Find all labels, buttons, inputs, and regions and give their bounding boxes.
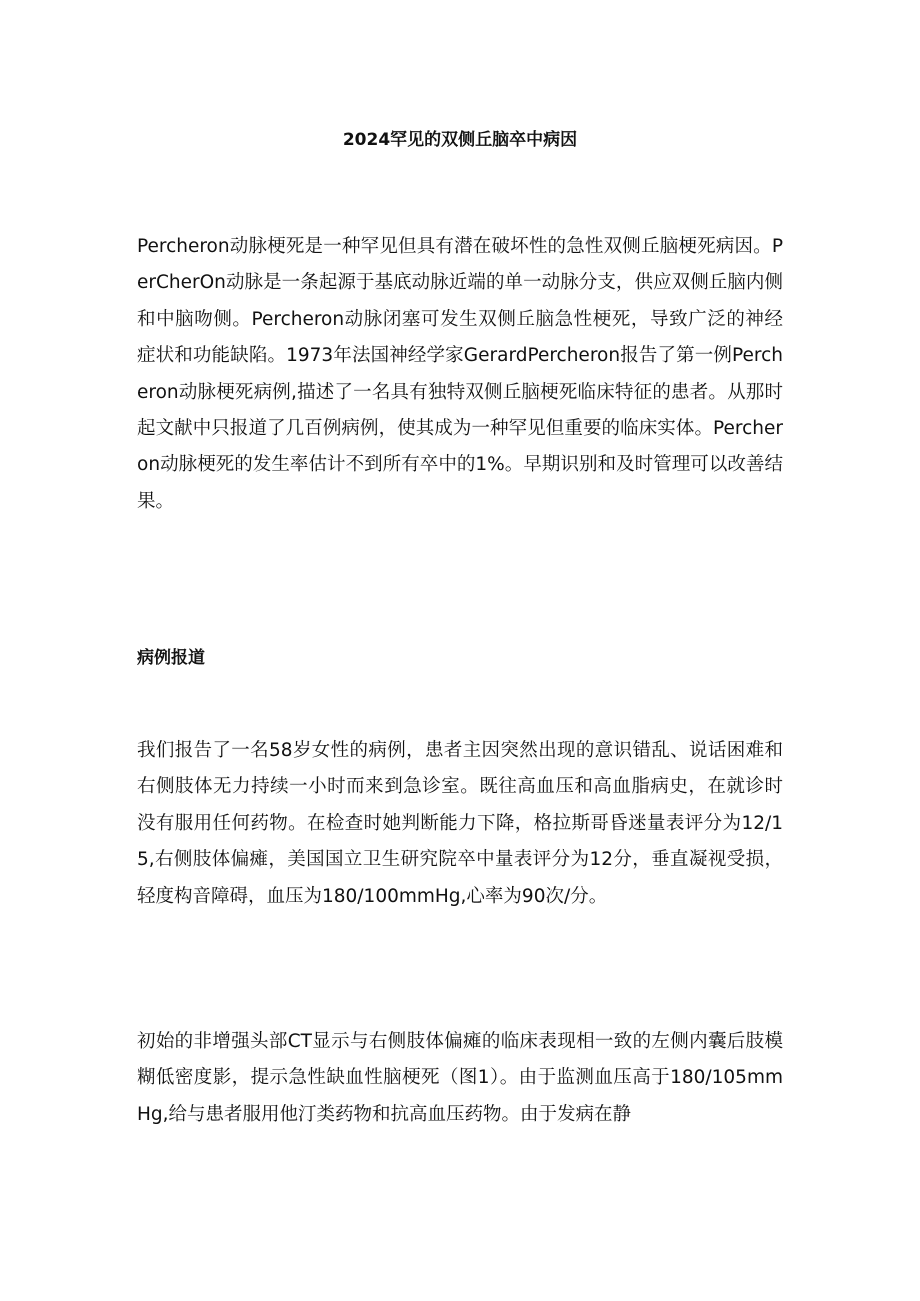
- section-heading-case-report: 病例报道: [137, 648, 205, 668]
- case-paragraph: 我们报告了一名58岁女性的病例，患者主因突然出现的意识错乱、说话困难和右侧肢体无力持续一小时而来到急诊室。既往高血压和高血脂病史，在就诊时没有服用任何药物。在检查时她判断能力下降，格拉斯哥昏迷量表评分为12/15,右侧肢体偏瘫，美国国立卫生研究院卒中量表评分为12分，垂直凝视受损，轻度构音障碍，血压为180/100mmHg,心率为90次/分。: [137, 740, 783, 907]
- intro-paragraph: Percheron动脉梗死是一种罕见但具有潜在破坏性的急性双侧丘脑梗死病因。PerCherOn动脉是一条起源于基底动脉近端的单一动脉分支，供应双侧丘脑内侧和中脑吻侧。Percheron动脉闭塞可发生双侧丘脑急性梗死，导致广泛的神经症状和功能缺陷。1973年法国神经学家GerardPercheron报告了第一例Percheron动脉梗死病例,描述了一名具有独特双侧丘脑梗死临床特征的患者。从那时起文献中只报道了几百例病例，使其成为一种罕见但重要的临床实体。Percheron动脉梗死的发生率估计不到所有卒中的1%。早期识别和及时管理可以改善结果。: [137, 236, 783, 512]
- document-title: 2024罕见的双侧丘脑卒中病因: [342, 130, 578, 150]
- case-paragraph-continued: 初始的非增强头部CT显示与右侧肢体偏瘫的临床表现相一致的左侧内囊后肢模糊低密度影，提示急性缺血性脑梗死（图1）。由于监测血压高于180/105mmHg,给与患者服用他汀类药物和抗高血压药物。由于发病在静: [137, 1031, 783, 1125]
